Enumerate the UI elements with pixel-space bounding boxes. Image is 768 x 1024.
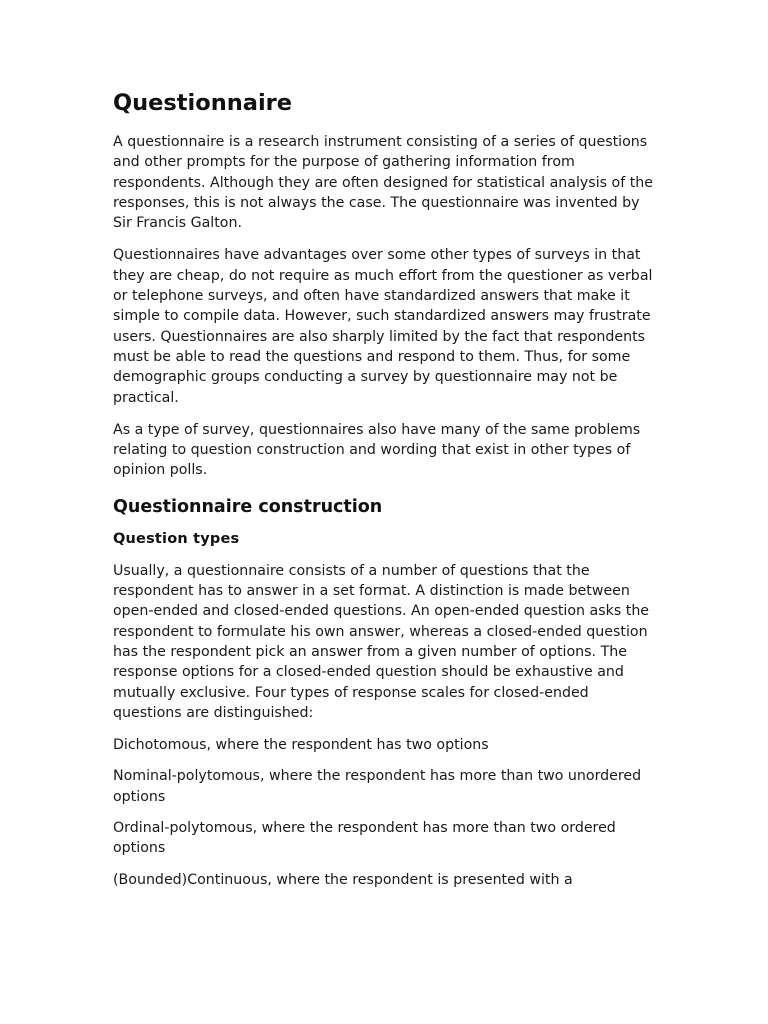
section-heading: Questionnaire construction bbox=[113, 496, 383, 517]
body-paragraph: Usually, a questionnaire consists of a number of questions that the respondent has to answer in a set format. A distinction is made between open-ended and closed-ended questions. An open-ended question asks the respondent to formulate his own answer, whereas a closed-ended question has the respondent pick an answer from a given number of options. The response options for a closed-ended question should be exhaustive and mutually exclusive. Four types of response scales for closed-ended questions are distinguished: bbox=[113, 562, 650, 721]
scale-type-dichotomous: Dichotomous, where the respondent has two options bbox=[113, 737, 489, 754]
intro-paragraph-2: Questionnaires have advantages over some other types of surveys in that they are cheap, do not require as much effort from the questioner as verbal or telephone surveys, and often have standardized answers that make it simple to compile data. However, such standardized answers may frustrate users. Questionnaires are also sharply limited by the fact that respondents must be able to read the questions and respond to them. Thus, for some demographic groups conducting a survey by questionnaire may not be practical. bbox=[113, 247, 653, 406]
intro-paragraph-1: A questionnaire is a research instrument consisting of a series of questions and other prompts for the purpose of gathering information from respondents. Although they are often designed for statistical analysis of the responses, this is not always the case. The questionnaire was invented by Sir Francis Galton. bbox=[113, 134, 654, 232]
scale-type-continuous: (Bounded)Continuous, where the respondent is presented with a bbox=[113, 871, 573, 888]
scale-type-ordinal: Ordinal-polytomous, where the respondent has more than two ordered options bbox=[113, 820, 616, 857]
page-title: Questionnaire bbox=[113, 90, 293, 116]
scale-type-nominal: Nominal-polytomous, where the respondent has more than two unordered options bbox=[113, 768, 642, 805]
intro-paragraph-3: As a type of survey, questionnaires also have many of the same problems relating to question construction and wording that exist in other types of opinion polls. bbox=[113, 421, 641, 479]
subsection-heading: Question types bbox=[113, 530, 240, 547]
document-page bbox=[113, 88, 658, 901]
